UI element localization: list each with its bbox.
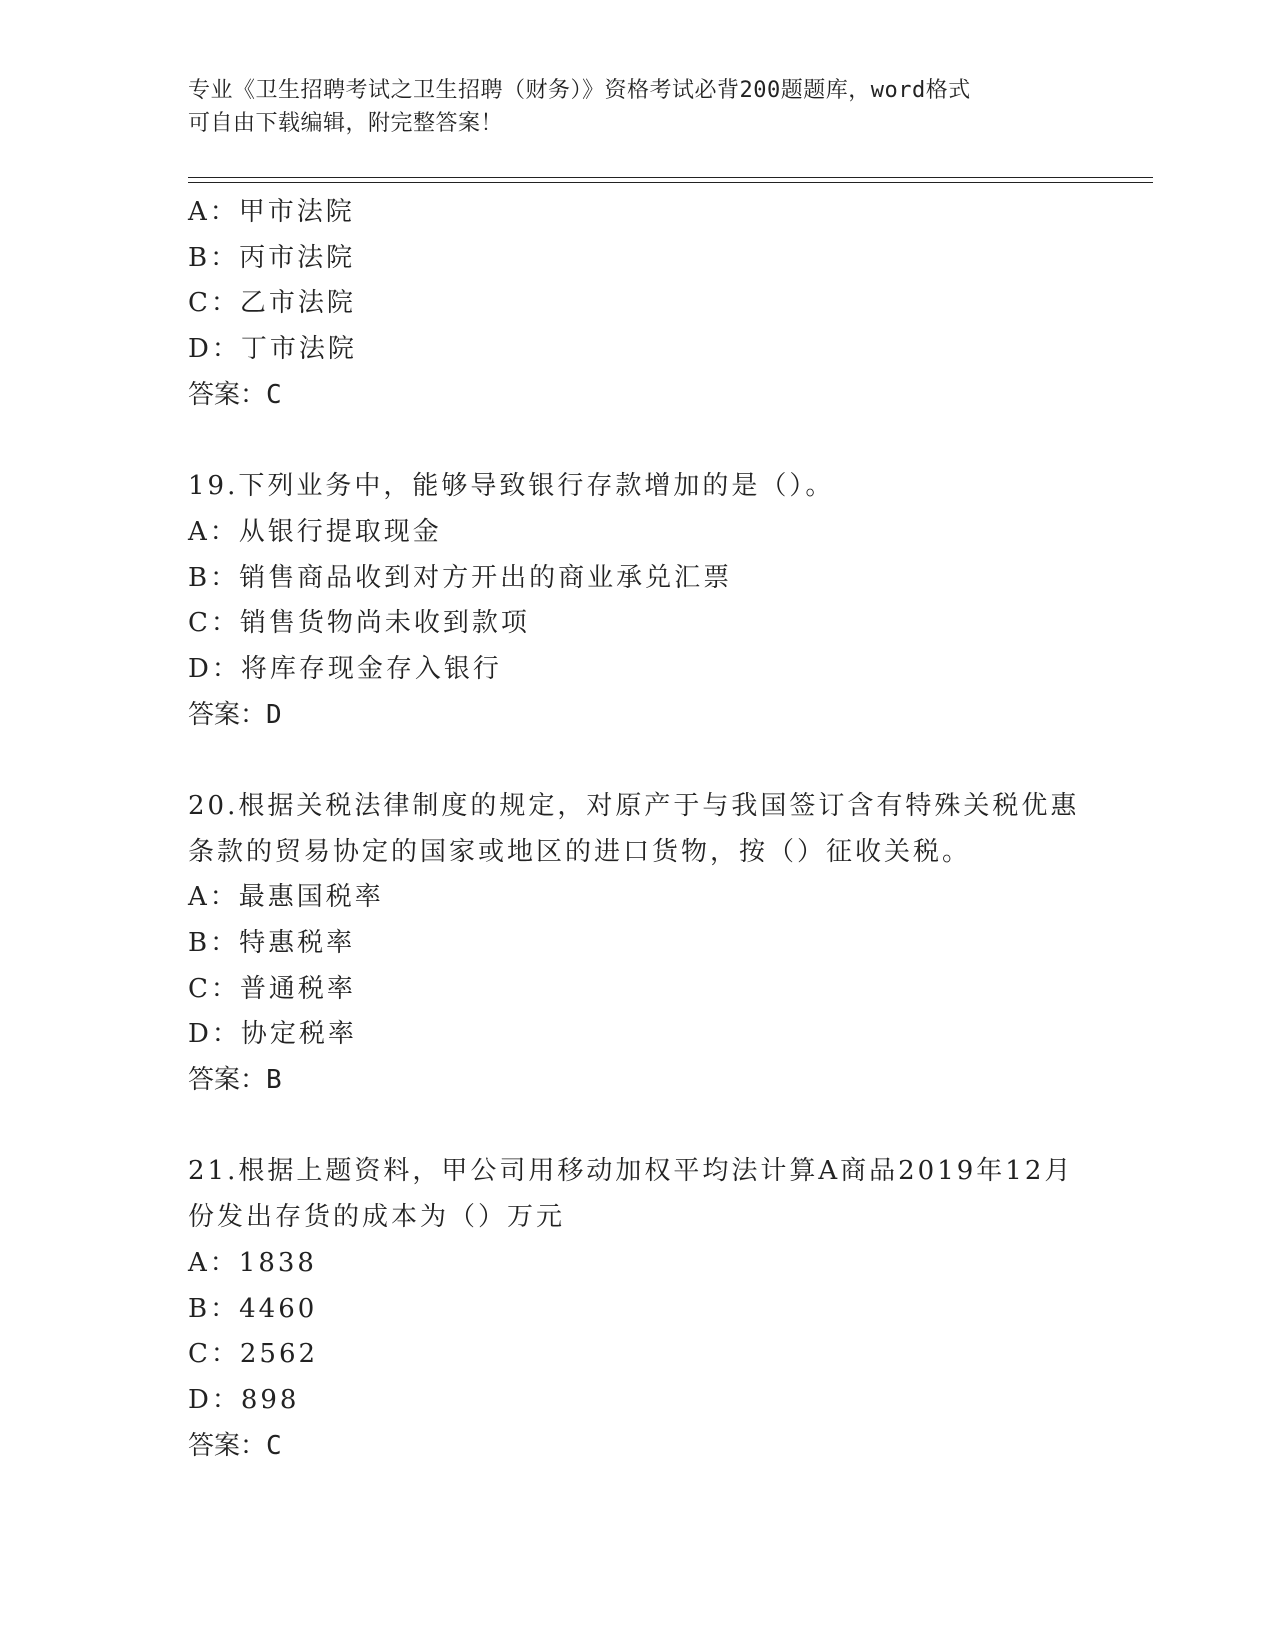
header-line-1: 专业《卫生招聘考试之卫生招聘（财务）》资格考试必背200题题库，word格式 (188, 78, 971, 103)
answer-text: 答案：C (188, 379, 282, 410)
question-spacer (188, 738, 1088, 784)
question-spacer (188, 1104, 1088, 1150)
option-a: A：最惠国税率 (188, 882, 384, 913)
option-c: C：销售货物尚未收到款项 (188, 608, 530, 639)
question-text: 19.下列业务中，能够导致银行存款增加的是（）。 (188, 471, 835, 502)
option-d: D：丁市法院 (188, 334, 357, 365)
option-a: A：1838 (188, 1247, 317, 1278)
header-divider-bottom (188, 182, 1153, 183)
option-c: C：乙市法院 (188, 288, 356, 319)
option-b: B：特惠税率 (188, 928, 356, 958)
option-d: D：898 (188, 1384, 300, 1415)
option-b: B：4460 (188, 1293, 318, 1324)
question-21 (188, 1149, 1088, 1469)
question-18 (188, 190, 1088, 418)
option-a: A：甲市法院 (188, 197, 355, 227)
question-text-line-2: 份发出存货的成本为（）万元 (188, 1202, 566, 1233)
option-a: A：从银行提取现金 (188, 516, 442, 547)
question-spacer (188, 418, 1088, 464)
option-c: C：普通税率 (188, 973, 356, 1004)
question-list (188, 190, 1088, 1469)
answer-text: 答案：D (188, 699, 282, 730)
document-header (188, 74, 1088, 140)
header-line-2: 可自由下载编辑，附完整答案！ (188, 111, 504, 136)
question-text-line-1: 20.根据关税法律制度的规定，对原产于与我国签订含有特殊关税优惠 (188, 790, 1080, 821)
option-b: B：销售商品收到对方开出的商业承兑汇票 (188, 562, 733, 593)
question-text-line-2: 条款的贸易协定的国家或地区的进口货物，按（）征收关税。 (188, 836, 972, 867)
option-d: D：将库存现金存入银行 (188, 653, 502, 684)
answer-text: 答案：C (188, 1430, 282, 1461)
option-b: B：丙市法院 (188, 242, 356, 273)
question-20 (188, 784, 1088, 1104)
header-divider-top (188, 177, 1153, 178)
question-19 (188, 464, 1088, 738)
question-text-line-1: 21.根据上题资料，甲公司用移动加权平均法计算A商品2019年12月 (188, 1156, 1074, 1187)
option-c: C：2562 (188, 1339, 319, 1370)
answer-text: 答案：B (188, 1065, 282, 1096)
option-d: D：协定税率 (188, 1019, 357, 1050)
